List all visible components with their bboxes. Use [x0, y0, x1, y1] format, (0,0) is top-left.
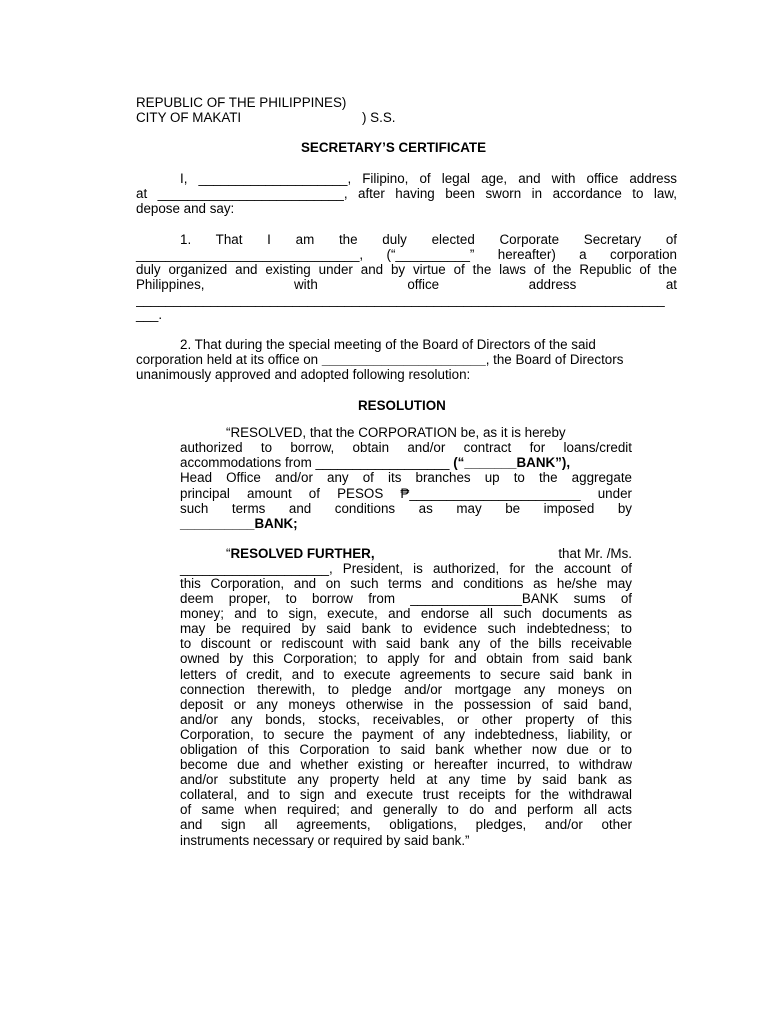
intro-line-3: depose and say: [136, 201, 235, 216]
para1-line-4: Philippines, with office address at [136, 277, 677, 292]
res2-line-12: and/or any bonds, stocks, receivables, or other property of this [180, 712, 632, 727]
res2-line-11: deposit or any moneys otherwise in the possession of said band, [180, 697, 632, 712]
res2-line-5: money; and to sign, execute, and endorse all such documents as [180, 606, 632, 621]
open-quote: “ [226, 546, 231, 561]
res1-line-3 [180, 455, 570, 470]
res2-line-16: and/or substitute any property held at any time by said bank as [180, 772, 632, 787]
res2-line-20: instruments necessary or required by said bank.” [180, 833, 470, 848]
intro-line-1: I, ____________________, Filipino, of legal age, and with office address [180, 171, 677, 186]
page-title: SECRETARY’S CERTIFICATE [301, 140, 486, 155]
res2-line-2: ____________________, President, is authorized, for the account of [180, 561, 632, 576]
res2-line-10: connection therewith, to pledge and/or mortgage any moneys on [180, 682, 632, 697]
res1-line-7: __________BANK; [180, 516, 298, 531]
res2-line-15: become due and whether existing or hereafter incurred, to withdraw [180, 757, 632, 772]
res2-line-9: letters of credit, and to execute agreements to secure said bank in [180, 667, 632, 682]
para2-line-2-end: , the Board of Directors [485, 352, 624, 367]
res2-line-6: may be required by said bank to evidence such indebtedness; to [180, 621, 632, 636]
res2-line-17: collateral, and to sign and execute trust receipts for the withdrawal [180, 787, 632, 802]
res2-line-13: Corporation, to secure the payment of any indebtedness, liability, or [180, 727, 632, 742]
para2-line-2-start: corporation held at its office on [136, 352, 322, 367]
header-ss: ) S.S. [362, 110, 396, 125]
bank-name-blank: (“_______BANK”), [453, 455, 571, 470]
res2-line-8: owned by this Corporation; to apply for and obtain from said bank [180, 651, 632, 666]
header-republic: REPUBLIC OF THE PHILIPPINES) [136, 95, 347, 110]
res1-line-3-start: accommodations from __________________ [180, 455, 454, 470]
resolved-further-label: RESOLVED FURTHER, [230, 546, 375, 561]
para2-line-3: unanimously approved and adopted following resolution: [136, 367, 471, 382]
res2-line-14: obligation of this Corporation to said bank whether now due or to [180, 742, 632, 757]
res1-line-2: authorized to borrow, obtain and/or contract for loans/credit [180, 440, 632, 455]
header-city: CITY OF MAKATI [136, 110, 242, 125]
para1-line-6: ___. [136, 307, 163, 322]
res2-line-19: and sign all agreements, obligations, pledges, and/or other [180, 817, 632, 832]
res2-line-1 [226, 546, 632, 561]
res1-line-6: such terms and conditions as may be imposed by [180, 501, 632, 516]
meeting-date-blank: ______________________ [321, 352, 486, 367]
res1-line-4: Head Office and/or any of its branches up to the aggregate [180, 470, 632, 485]
para1-line-5: _______________________________________________________________________ [136, 292, 665, 307]
res1-line-5: principal amount of PESOS ₱_______________________ under [180, 486, 632, 501]
res2-line-7: to discount or rediscount with said bank any of the bills receivable [180, 636, 632, 651]
res2-line-1-end: that Mr. /Ms. [558, 546, 632, 561]
para1-line-2: ______________________________, (“__________” hereafter) a corporation [136, 247, 677, 262]
para1-line-3: duly organized and existing under and by virtue of the laws of the Republic of the [136, 262, 677, 277]
para2-line-2 [136, 352, 623, 367]
res1-line-1: “RESOLVED, that the CORPORATION be, as it is hereby [226, 425, 566, 440]
res2-line-4: deem proper, to borrow from _______________BANK sums of [180, 591, 632, 606]
para2-line-1: 2. That during the special meeting of the Board of Directors of the said [180, 337, 596, 352]
para1-line-1: 1. That I am the duly elected Corporate Secretary of [180, 232, 677, 247]
res2-line-18: of same when required; and generally to do and perform all acts [180, 802, 632, 817]
resolution-heading: RESOLUTION [358, 398, 446, 413]
res2-line-3: this Corporation, and on such terms and conditions as he/she may [180, 576, 632, 591]
intro-line-2: at _________________________, after having been sworn in accordance to law, [136, 186, 677, 201]
